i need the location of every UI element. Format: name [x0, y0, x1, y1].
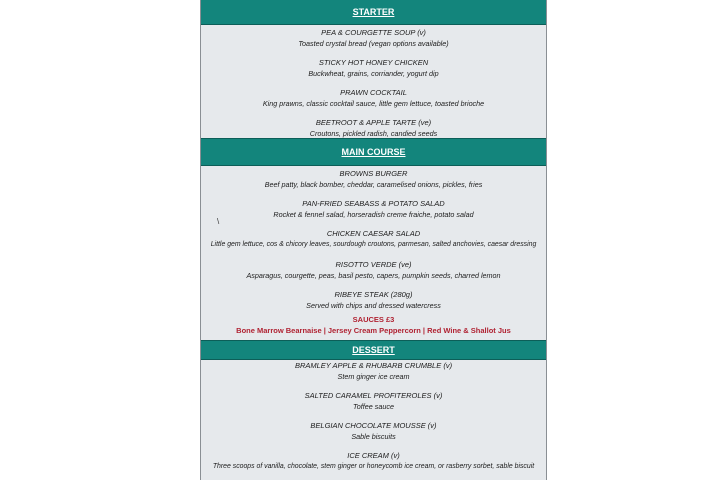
menu-item	[201, 390, 546, 412]
item-description: Sable biscuits	[351, 432, 396, 441]
item-name: PEA & COURGETTE SOUP (v)	[321, 28, 426, 37]
item-description: Three scoops of vanilla, chocolate, stem ginger or honeycomb ice cream, or rasberry sorbet, sable biscuit	[212, 463, 535, 470]
item-description: Asparagus, courgette, peas, basil pesto, capers, pumpkin seeds, charred lemon	[246, 271, 501, 280]
section-title-dessert: DESSERT	[352, 345, 395, 355]
item-description: Stem ginger ice cream	[337, 372, 410, 381]
menu-item	[201, 228, 546, 250]
menu-item	[201, 117, 546, 139]
menu-item	[201, 168, 546, 190]
item-name: SALTED CARAMEL PROFITEROLES (v)	[304, 391, 443, 400]
stray-mark: \	[217, 217, 220, 226]
section-header-starter	[201, 0, 546, 25]
item-name: BELGIAN CHOCOLATE MOUSSE (v)	[310, 421, 437, 430]
item-name: CHICKEN CAESAR SALAD	[326, 229, 421, 238]
sauces-title: SAUCES £3	[352, 315, 395, 324]
menu-page	[200, 0, 547, 480]
menu-item	[201, 420, 546, 442]
item-name: BROWNS BURGER	[339, 169, 408, 178]
item-description: Rocket & fennel salad, horseradish creme fraiche, potato salad	[273, 210, 474, 219]
item-name: RISOTTO VERDE (ve)	[335, 260, 412, 269]
item-name: BEETROOT & APPLE TARTE (ve)	[315, 118, 432, 127]
sauces-block	[201, 314, 546, 336]
item-name: ICE CREAM (v)	[347, 451, 400, 460]
menu-item	[201, 198, 546, 220]
item-description: Little gem lettuce, cos & chicory leaves, sourdough croutons, parmesan, salted anchovies, caesar dressing	[210, 241, 537, 248]
item-name: RIBEYE STEAK (280g)	[334, 290, 413, 299]
menu-item	[201, 360, 546, 382]
menu-item	[201, 57, 546, 79]
item-description: Toasted crystal bread (vegan options available)	[298, 39, 449, 48]
item-name: BRAMLEY APPLE & RHUBARB CRUMBLE (v)	[294, 361, 453, 370]
section-title-starter: STARTER	[352, 7, 395, 17]
item-description: Toffee sauce	[353, 402, 394, 411]
menu-item	[201, 450, 546, 472]
menu-item	[201, 259, 546, 281]
menu-item	[201, 27, 546, 49]
section-header-main-course	[201, 138, 546, 166]
item-description: Croutons, pickled radish, candied seeds	[309, 129, 438, 138]
section-header-dessert	[201, 340, 546, 360]
item-description: Beef patty, black bomber, cheddar, caramelised onions, pickles, fries	[264, 180, 483, 189]
menu-item	[201, 289, 546, 311]
menu-item	[201, 87, 546, 109]
section-title-main-course: MAIN COURSE	[341, 147, 406, 157]
sauces-list: Bone Marrow Bearnaise | Jersey Cream Peppercorn | Red Wine & Shallot Jus	[236, 326, 511, 335]
item-description: Buckwheat, grains, corriander, yogurt dip	[308, 69, 439, 78]
item-description: King prawns, classic cocktail sauce, little gem lettuce, toasted brioche	[262, 99, 485, 108]
item-name: PAN-FRIED SEABASS & POTATO SALAD	[302, 199, 445, 208]
item-description: Served with chips and dressed watercress	[306, 301, 441, 310]
item-name: STICKY HOT HONEY CHICKEN	[318, 58, 429, 67]
item-name: PRAWN COCKTAIL	[340, 88, 407, 97]
